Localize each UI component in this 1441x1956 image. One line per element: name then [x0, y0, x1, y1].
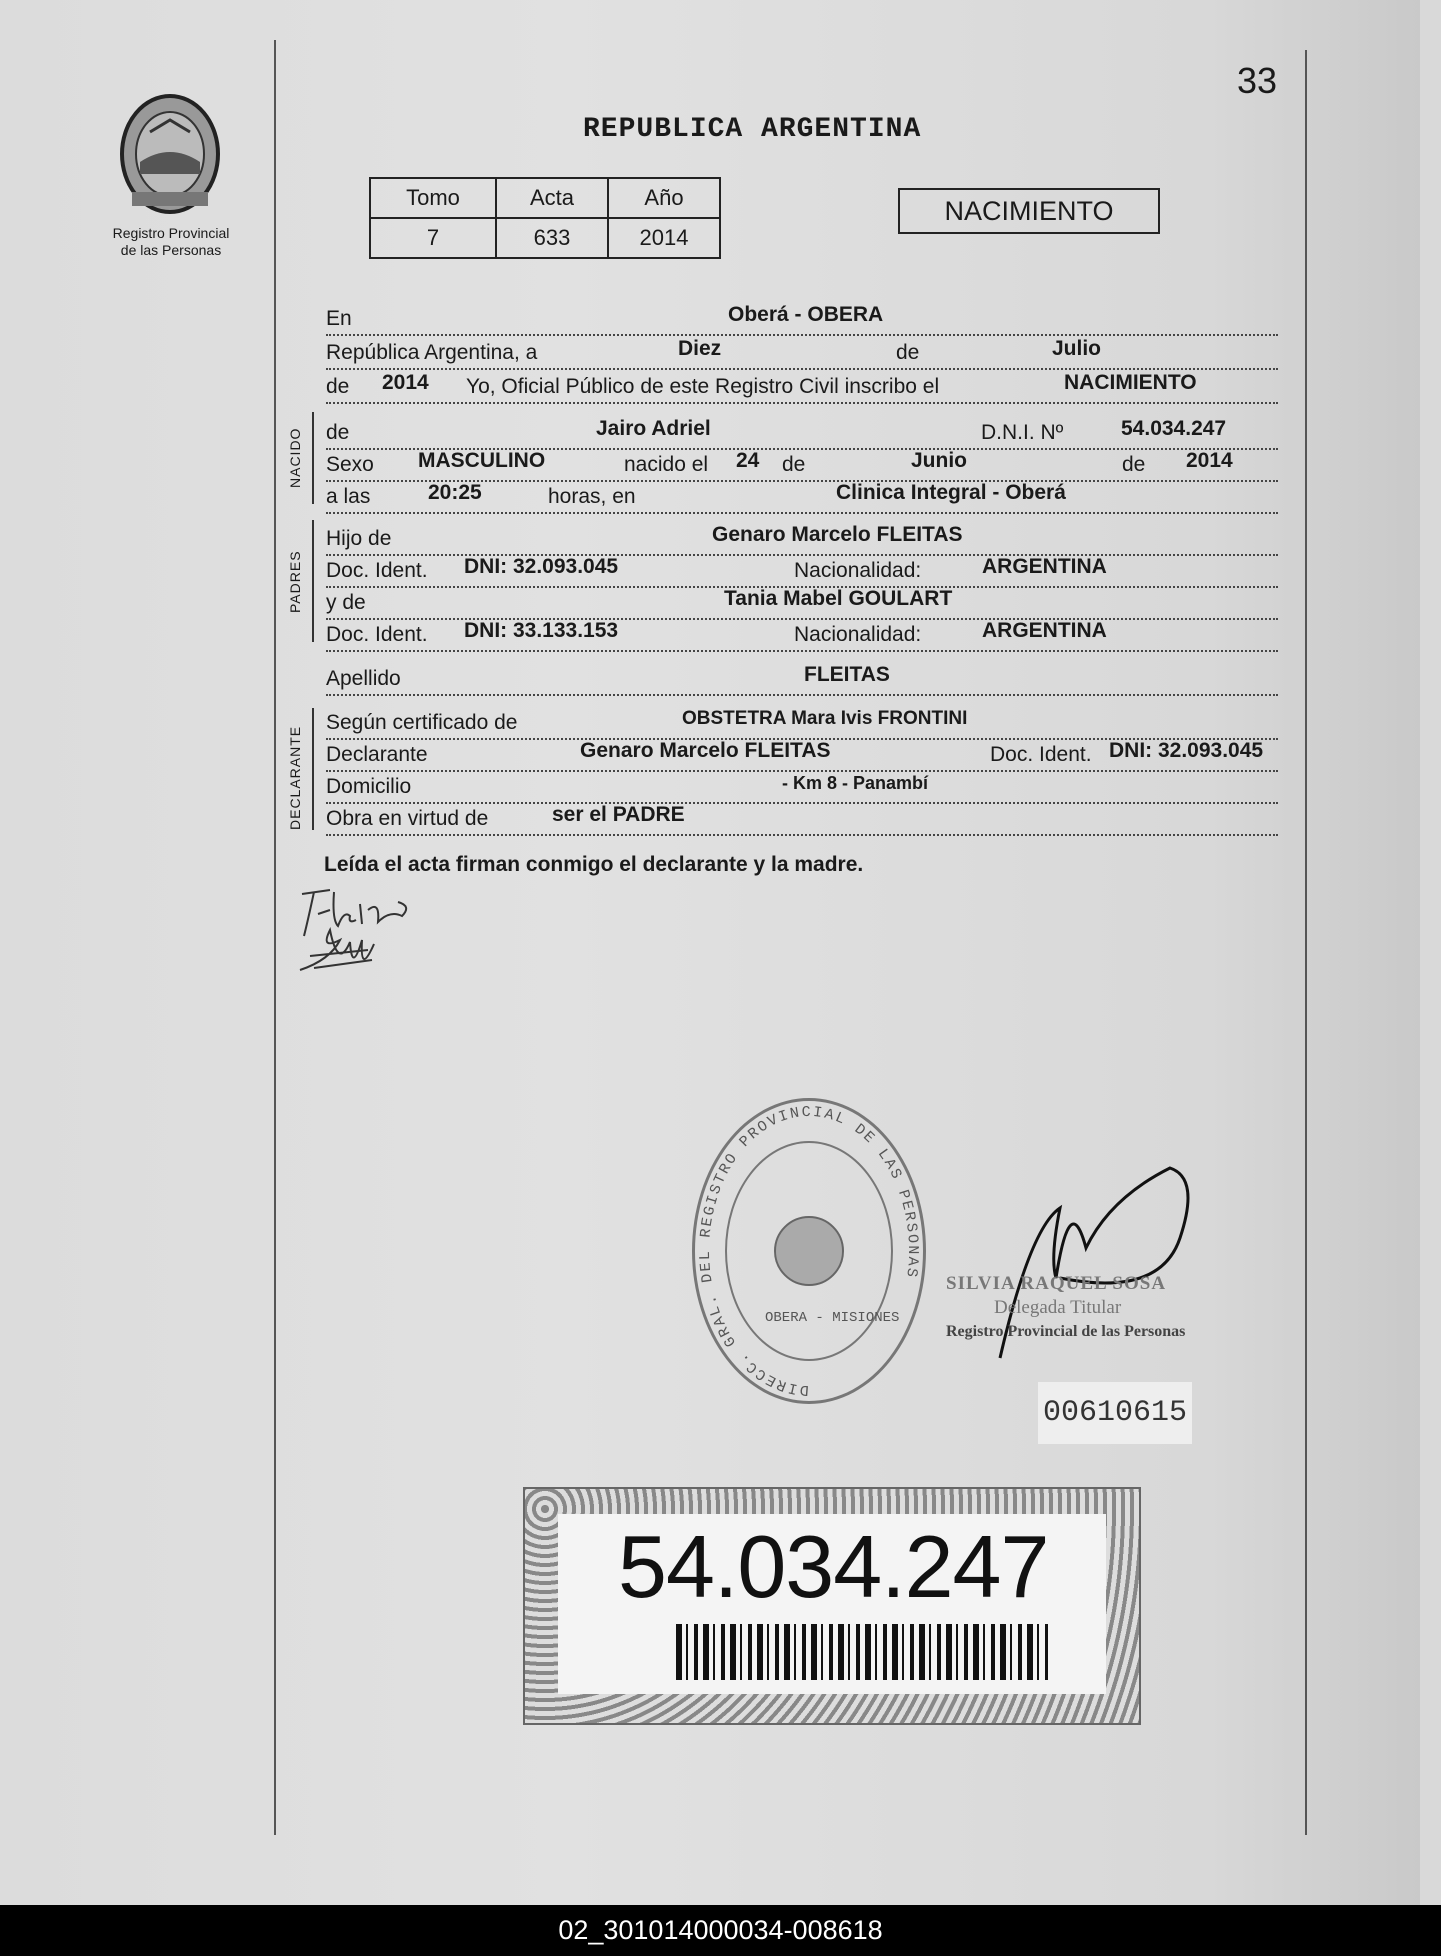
label-doc-ident-3: Doc. Ident.	[990, 743, 1092, 766]
registry-table	[369, 177, 721, 259]
barcode-inner	[558, 1514, 1106, 1694]
document-title: REPUBLICA ARGENTINA	[583, 114, 922, 145]
section-nacido: NACIDO	[287, 427, 303, 488]
value-lugar-nac: Clinica Integral - Oberá	[836, 481, 1066, 504]
official-stamp	[692, 1098, 926, 1404]
label-domicilio: Domicilio	[326, 775, 412, 798]
left-margin-line	[274, 40, 276, 1835]
officer-stamp	[946, 1272, 1216, 1344]
line-domicilio	[326, 772, 1278, 804]
value-domicilio: - Km 8 - Panambí	[782, 773, 929, 793]
page-number: 33	[1237, 60, 1278, 101]
label-apellido: Apellido	[326, 667, 401, 690]
org-line-1: Registro Provincial	[112, 225, 230, 241]
label-de-mes-nac: de	[782, 453, 806, 476]
label-republica: República Argentina, a	[326, 341, 538, 364]
footer-file-id: 02_301014000034-008618	[0, 1905, 1441, 1956]
value-apellido: FLEITAS	[804, 663, 890, 686]
value-declarante: Genaro Marcelo FLEITAS	[580, 739, 831, 762]
padres-bar	[312, 520, 314, 642]
value-anio-nac: 2014	[1186, 449, 1233, 472]
line-oficial	[326, 372, 1278, 404]
value-hora: 20:25	[428, 481, 482, 504]
label-sexo: Sexo	[326, 453, 374, 476]
value-tomo: 7	[370, 218, 496, 258]
serial-label: 00610615	[1038, 1382, 1192, 1444]
value-dia-nac: 24	[736, 449, 760, 472]
label-doc-ident-1: Doc. Ident.	[326, 559, 428, 582]
value-declarante-doc: DNI: 32.093.045	[1109, 739, 1264, 762]
label-oficial: Yo, Oficial Público de este Registro Civil inscribo el	[466, 375, 940, 398]
value-mes-nac: Junio	[911, 449, 967, 472]
value-padre: Genaro Marcelo FLEITAS	[712, 523, 963, 546]
org-line-2: de las Personas	[120, 242, 222, 258]
label-nacionalidad-1: Nacionalidad:	[794, 559, 922, 582]
label-nacido-el: nacido el	[624, 453, 709, 476]
header-tomo: Tomo	[370, 178, 496, 218]
province-seal-logo	[110, 92, 230, 216]
value-acta: 633	[496, 218, 608, 258]
nacido-bar	[312, 412, 314, 504]
section-padres: PADRES	[287, 550, 303, 613]
line-madre-doc	[326, 620, 1278, 652]
record-type-box: NACIMIENTO	[898, 188, 1160, 234]
value-madre-nac: ARGENTINA	[982, 619, 1107, 642]
value-padre-nac: ARGENTINA	[982, 555, 1107, 578]
label-y-de: y de	[326, 591, 366, 614]
label-de-mes: de	[896, 341, 920, 364]
value-lugar: Oberá - OBERA	[728, 303, 884, 326]
line-obra	[326, 804, 1278, 836]
label-de-anio-nac: de	[1122, 453, 1146, 476]
label-dni: D.N.I. Nº	[981, 421, 1064, 444]
label-horas-en: horas, en	[548, 485, 636, 508]
value-madre-doc: DNI: 33.133.153	[464, 619, 619, 642]
right-margin-line	[1305, 50, 1307, 1835]
label-nacionalidad-2: Nacionalidad:	[794, 623, 922, 646]
declarante-bar	[312, 708, 314, 830]
value-madre: Tania Mabel GOULART	[724, 587, 953, 610]
value-dia-inscripcion: Diez	[678, 337, 722, 360]
value-dni: 54.034.247	[1121, 417, 1227, 440]
label-nombre-de: de	[326, 421, 350, 444]
officer-name: SILVIA RAQUEL SOSA	[946, 1273, 1167, 1294]
value-anio-inscripcion: 2014	[382, 371, 429, 394]
line-apellido	[326, 664, 1278, 696]
header-acta: Acta	[496, 178, 608, 218]
officer-role: Delegada Titular	[994, 1297, 1122, 1318]
value-sexo: MASCULINO	[418, 449, 546, 472]
line-hora	[326, 482, 1278, 514]
barcode-sticker	[523, 1487, 1141, 1725]
line-republica	[326, 338, 1278, 370]
label-en: En	[326, 307, 352, 330]
label-doc-ident-2: Doc. Ident.	[326, 623, 428, 646]
officer-org: Registro Provincial de las Personas	[946, 1323, 1186, 1340]
label-declarante: Declarante	[326, 743, 428, 766]
value-obra: ser el PADRE	[552, 803, 685, 826]
value-anio: 2014	[608, 218, 720, 258]
declarant-signature	[290, 880, 420, 995]
label-a-las: a las	[326, 485, 371, 508]
header-anio: Año	[608, 178, 720, 218]
value-padre-doc: DNI: 32.093.045	[464, 555, 619, 578]
value-tipo: NACIMIENTO	[1064, 371, 1197, 394]
registry-logo-caption	[88, 225, 254, 259]
barcode-bars	[676, 1624, 1048, 1680]
label-de-anio: de	[326, 375, 350, 398]
label-segun: Según certificado de	[326, 711, 518, 734]
closing-statement: Leída el acta firman conmigo el declarante y la madre.	[324, 853, 864, 876]
barcode-number: 54.034.247	[618, 1517, 1049, 1616]
label-hijo-de: Hijo de	[326, 527, 392, 550]
line-en	[326, 304, 1278, 336]
value-mes-inscripcion: Julio	[1052, 337, 1102, 360]
label-obra: Obra en virtud de	[326, 807, 489, 830]
value-nombre: Jairo Adriel	[596, 417, 711, 440]
value-certificado: OBSTETRA Mara Ivis FRONTINI	[682, 708, 968, 729]
stamp-inner-text: OBERA - MISIONES	[765, 1310, 900, 1326]
section-declarante: DECLARANTE	[287, 725, 303, 830]
stamp-ring-text: DIRECC. GRAL. DEL REGISTRO PROVINCIAL DE LAS PERSONAS	[696, 1103, 922, 1399]
